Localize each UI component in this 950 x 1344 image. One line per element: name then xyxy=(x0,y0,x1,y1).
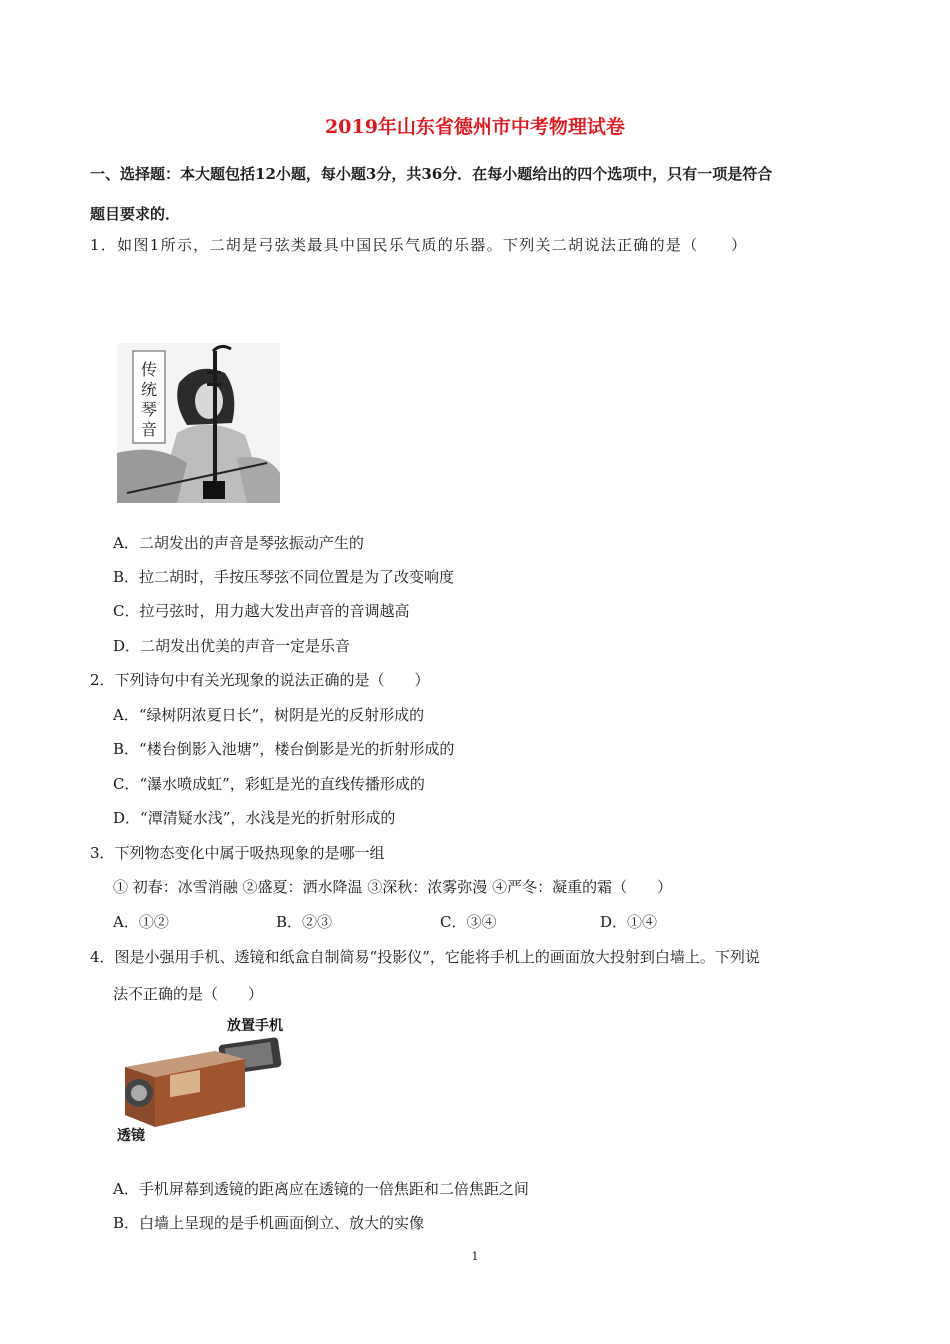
section-heading-line1: 一、选择题：本大题包括12小题，每小题3分，共36分．在每小题给出的四个选项中，只有一项是符合 xyxy=(90,165,773,183)
question-2-option-b: B．“楼台倒影入池塘”，楼台倒影是光的折射形成的 xyxy=(113,740,455,758)
question-4-stem-line1: 4．图是小强用手机、透镜和纸盒自制简易“投影仪”，它能将手机上的画面放大投射到白墙上。下列说 xyxy=(90,948,760,966)
question-1-option-a: A．二胡发出的声音是琴弦振动产生的 xyxy=(113,534,364,552)
question-3-stem: 3．下列物态变化中属于吸热现象的是哪一组 xyxy=(90,844,385,862)
figure-label-phone: 放置手机 xyxy=(227,1018,283,1034)
figure-label-char-4: 音 xyxy=(140,420,158,439)
projector-illustration xyxy=(115,1015,290,1145)
question-3-sub: ① 初春：冰雪消融 ②盛夏：洒水降温 ③深秋：浓雾弥漫 ④严冬：凝重的霜（ ） xyxy=(113,878,673,896)
question-1-stem: 1．如图1所示，二胡是弓弦类最具中国民乐气质的乐器。下列关二胡说法正确的是（ ） xyxy=(90,236,748,254)
question-2-option-a: A．“绿树阴浓夏日长”，树阴是光的反射形成的 xyxy=(113,706,425,724)
question-4-stem-line2: 法不正确的是（ ） xyxy=(113,985,264,1003)
page-title: 2019年山东省德州市中考物理试卷 xyxy=(325,116,625,138)
section-heading-line2: 题目要求的． xyxy=(90,205,181,223)
erhu-player-illustration xyxy=(117,343,280,503)
figure-label-char-3: 琴 xyxy=(140,400,158,419)
question-3-option-c: C．③④ xyxy=(440,913,497,931)
question-4-option-a: A．手机屏幕到透镜的距离应在透镜的一倍焦距和二倍焦距之间 xyxy=(113,1180,529,1198)
question-2-stem: 2．下列诗句中有关光现象的说法正确的是（ ） xyxy=(90,671,430,689)
figure-label-char-1: 传 xyxy=(140,360,158,379)
question-4-option-b: B．白墙上呈现的是手机画面倒立、放大的实像 xyxy=(113,1214,425,1232)
question-1-option-d: D．二胡发出优美的声音一定是乐音 xyxy=(113,637,351,655)
figure-label-char-2: 统 xyxy=(140,380,158,399)
erhu-figure xyxy=(117,343,280,503)
question-2-option-c: C．“瀑水喷成虹”，彩虹是光的直线传播形成的 xyxy=(113,775,425,793)
question-2-option-d: D．“潭清疑水浅”，水浅是光的折射形成的 xyxy=(113,809,396,827)
question-1-option-b: B．拉二胡时，手按压琴弦不同位置是为了改变响度 xyxy=(113,568,455,586)
figure-label-lens: 透镜 xyxy=(117,1128,145,1144)
page-number: 1 xyxy=(471,1250,479,1263)
question-3-option-a: A．①② xyxy=(113,913,169,931)
projector-figure xyxy=(115,1015,290,1145)
question-1-option-c: C．拉弓弦时，用力越大发出声音的音调越高 xyxy=(113,602,410,620)
question-3-option-b: B．②③ xyxy=(276,913,333,931)
question-3-option-d: D．①④ xyxy=(600,913,658,931)
